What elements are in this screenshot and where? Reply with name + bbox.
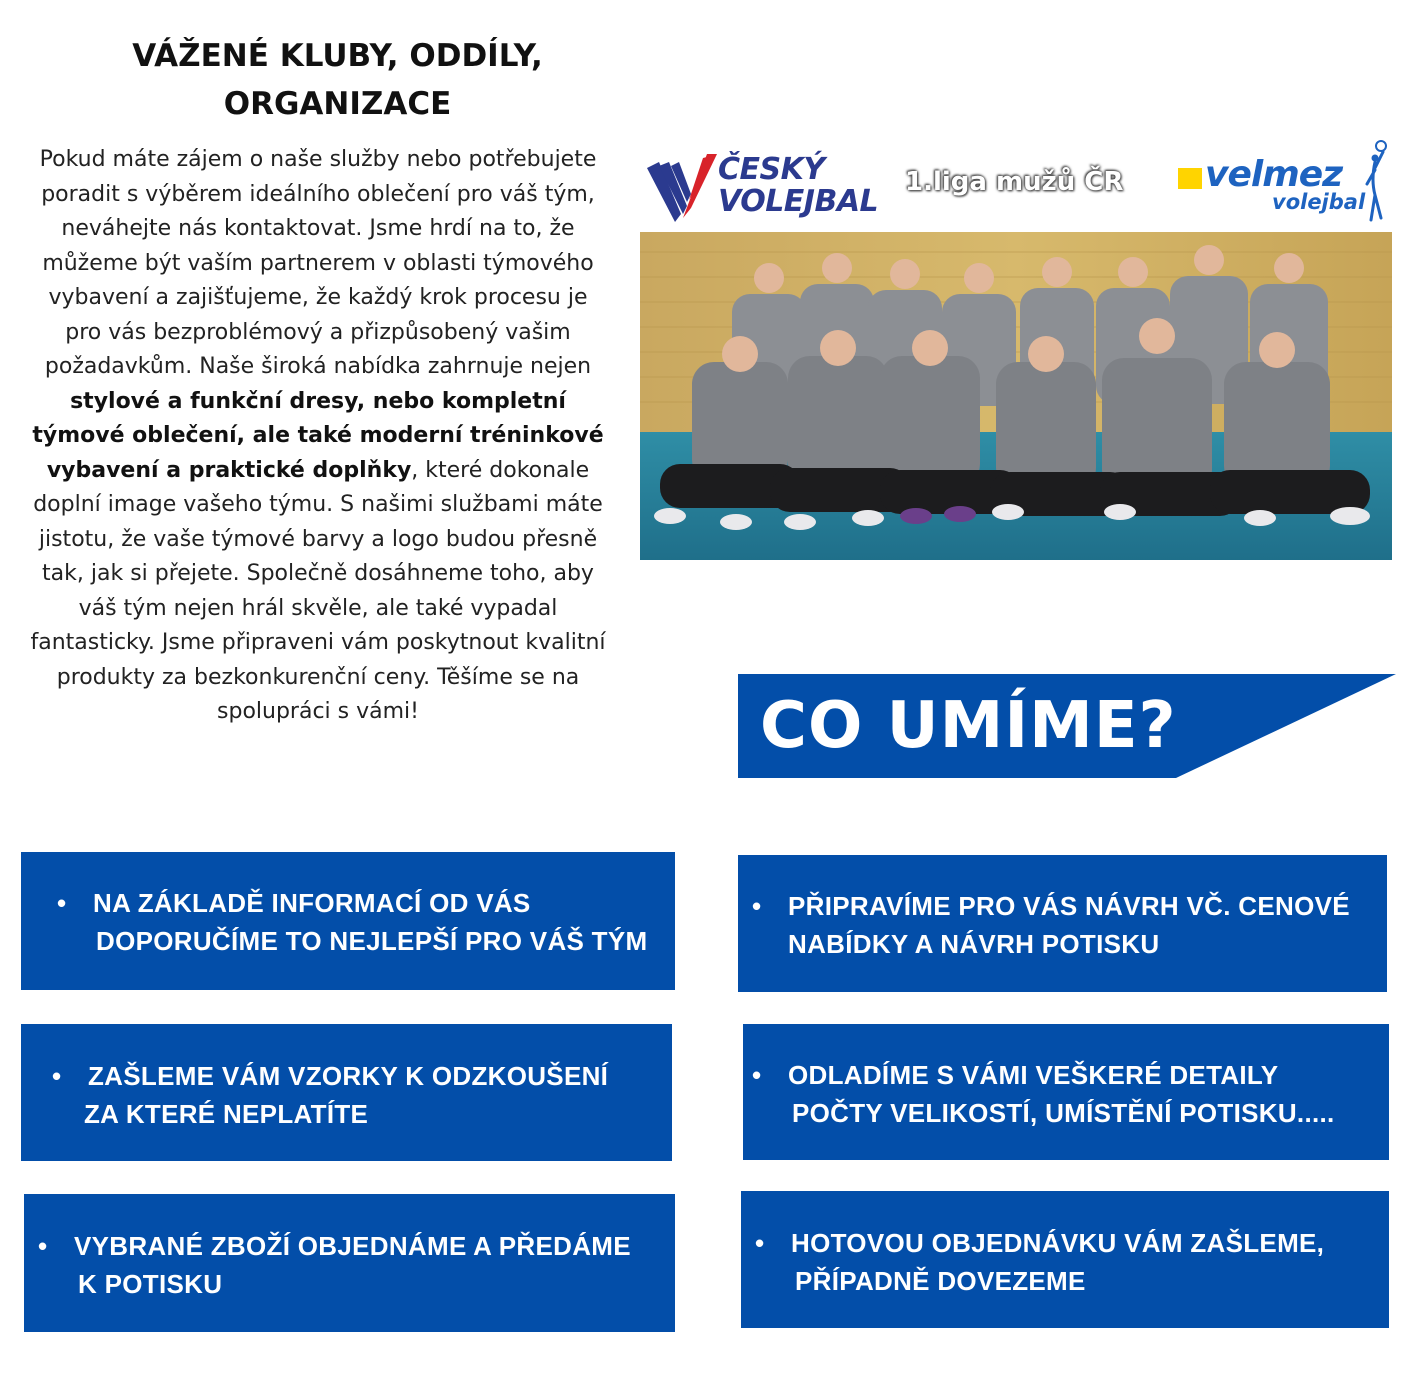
velmez-logo xyxy=(1175,140,1390,230)
title-line-1: VÁŽENÉ KLUBY, ODDÍLY, xyxy=(132,38,543,74)
service-box-1 xyxy=(21,852,675,990)
service-box-5 xyxy=(24,1194,675,1332)
service-item-5 xyxy=(38,1227,631,1303)
service-4-line-1: ODLADÍME S VÁMI VEŠKERÉ DETAILY xyxy=(788,1060,1279,1090)
bullet-icon: • xyxy=(752,891,762,921)
service-box-6 xyxy=(741,1191,1389,1328)
cesky-volejbal-line-1: ČESKÝ xyxy=(718,152,825,187)
service-item-1 xyxy=(57,884,648,960)
cesky-volejbal-wordmark xyxy=(718,154,878,218)
service-3-line-1: ZAŠLEME VÁM VZORKY K ODZKOUŠENÍ xyxy=(88,1061,609,1091)
velmez-subtitle: volejbal xyxy=(1272,190,1366,214)
service-item-4 xyxy=(752,1056,1335,1132)
service-2-line-1: PŘIPRAVÍME PRO VÁS NÁVRH VČ. CENOVÉ xyxy=(788,891,1350,921)
service-item-2 xyxy=(752,887,1350,963)
bullet-icon: • xyxy=(752,1060,762,1090)
volleyball-player-icon xyxy=(1361,140,1391,225)
service-1-line-2: DOPORUČÍME TO NEJLEPŠÍ PRO VÁŠ TÝM xyxy=(96,926,648,956)
service-item-6 xyxy=(755,1224,1325,1300)
service-box-3 xyxy=(21,1024,672,1161)
velmez-wordmark: velmez xyxy=(1205,154,1343,195)
intro-text-bold: stylové a funkční dresy, nebo kompletní týmové oblečení, ale také moderní tréninkové vybavení a praktické doplňky xyxy=(32,388,604,483)
intro-paragraph xyxy=(28,143,608,730)
cesky-volejbal-line-2: VOLEJBAL xyxy=(718,184,879,219)
team-photo xyxy=(640,232,1392,560)
bullet-icon: • xyxy=(38,1231,48,1261)
service-item-3 xyxy=(52,1057,609,1133)
service-6-line-1: HOTOVOU OBJEDNÁVKU VÁM ZAŠLEME, xyxy=(791,1228,1325,1258)
service-1-line-1: NA ZÁKLADĚ INFORMACÍ OD VÁS xyxy=(93,888,531,918)
liga-label: 1.liga mužů ČR xyxy=(905,167,1124,197)
intro-text-part-2: , které dokonale doplní image vašeho týmu. S našimi službami máte jistotu, že vaše týmové barvy a logo budou přesně tak, jak si přejete. Společně dosáhneme toho, aby váš tým nejen hrál skvěle, ale také vypadal fantasticky. Jsme připraveni vám poskytnout kvalitní produkty za bezkonkurenční ceny. Těšíme se na spolupráci s vámi! xyxy=(30,457,606,724)
service-5-line-2: K POTISKU xyxy=(78,1269,223,1299)
team-photo-image xyxy=(640,232,1392,560)
page-title xyxy=(40,32,635,128)
service-2-line-2: NABÍDKY A NÁVRH POTISKU xyxy=(788,929,1160,959)
cesky-volejbal-logo xyxy=(645,150,879,230)
service-6-line-2: PŘÍPADNĚ DOVEZEME xyxy=(795,1266,1086,1296)
intro-text-part-1: Pokud máte zájem o naše služby nebo potřebujete poradit s výběrem ideálního oblečení pro váš tým, neváhejte nás kontaktovat. Jsme hrdí na to, že můžeme být vaším partnerem v oblasti týmového vybavení a zajišťujeme, že každý krok procesu je pro vás bezproblémový a přizpůsobený vašim požadavkům. Naše široká nabídka zahrnuje nejen xyxy=(39,147,597,379)
service-5-line-1: VYBRANÉ ZBOŽÍ OBJEDNÁME A PŘEDÁME xyxy=(74,1231,631,1261)
bullet-icon: • xyxy=(52,1061,62,1091)
service-3-line-2: ZA KTERÉ NEPLATÍTE xyxy=(84,1099,369,1129)
title-line-2: ORGANIZACE xyxy=(223,86,452,122)
co-umime-heading: CO UMÍME? xyxy=(760,689,1177,763)
velmez-square-icon xyxy=(1178,168,1202,189)
bullet-icon: • xyxy=(57,888,67,918)
service-box-2 xyxy=(738,855,1387,992)
service-4-line-2: POČTY VELIKOSTÍ, UMÍSTĚNÍ POTISKU..... xyxy=(792,1098,1335,1128)
bullet-icon: • xyxy=(755,1228,765,1258)
service-box-4 xyxy=(743,1024,1389,1160)
volejbal-v-icon xyxy=(645,150,720,228)
